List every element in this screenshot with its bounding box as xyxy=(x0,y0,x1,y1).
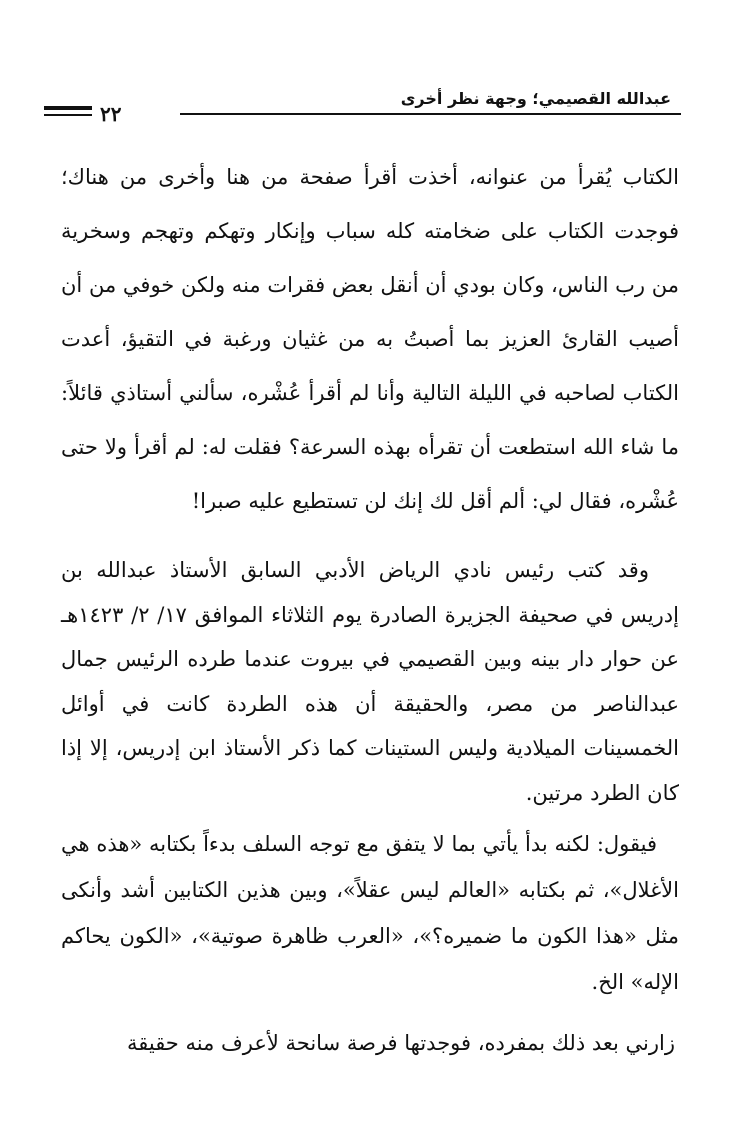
page-number-bar-thick xyxy=(44,106,92,110)
paragraph-3: فيقول: لكنه بدأ يأتي بما لا يتفق مع توجه السلف بدءاً بكتابه «هذه هي الأغلال»، ثم بكتابه «العالم ليس عقلاً»، وبين هذين الكتابين أشد وأنكى مثل «هذا الكون ما ضميره؟»، «العرب ظاهرة صوتية»، «الكون يحاكم الإله» الخ. xyxy=(61,832,679,994)
header-rule xyxy=(180,113,681,115)
paragraph-4: زارني بعد ذلك بمفرده، فوجدتها فرصة سانحة لأعرف منه حقيقة xyxy=(126,1031,675,1055)
page-number-bar-thin xyxy=(44,114,92,116)
running-header-title: عبدالله القصيمي؛ وجهة نظر أخرى xyxy=(400,89,671,108)
page-body xyxy=(61,150,679,1065)
running-header xyxy=(40,88,701,128)
paragraph-1: الكتاب يُقرأ من عنوانه، أخذت أقرأ صفحة من هنا وأخرى من هناك؛ فوجدت الكتاب على ضخامته كله سباب وإنكار وتهكم وتهجم وسخرية من رب الناس، وكان بودي أن أنقل بعض فقرات منه ولكن خوفي من أن أصيب القارئ العزيز بما أصبتُ به من غثيان ورغبة في التقيؤ، أعدت الكتاب لصاحبه في الليلة التالية وأنا لم أقرأ عُشْره، سألني أستاذي قائلاً: ما شاء الله استطعت أن تقرأه بهذه السرعة؟ فقلت له: لم أقرأ ولا حتى عُشْره، فقال لي: ألم أقل لك إنك لن تستطيع عليه صبرا! xyxy=(61,165,679,513)
page-number: ٢٢ xyxy=(100,102,122,126)
paragraph-2: وقد كتب رئيس نادي الرياض الأدبي السابق الأستاذ عبدالله بن إدريس في صحيفة الجزيرة الصادرة يوم الثلاثاء الموافق ١٧/ ٢/ ١٤٢٣هـ عن حوار دار بينه وبين القصيمي في بيروت عندما طرده الرئيس جمال عبدالناصر من مصر، والحقيقة أن هذه الطردة كانت في أوائل الخمسينات الميلادية وليس الستينات كما ذكر الأستاذ ابن إدريس، إلا إذا كان الطرد مرتين. xyxy=(61,558,679,805)
